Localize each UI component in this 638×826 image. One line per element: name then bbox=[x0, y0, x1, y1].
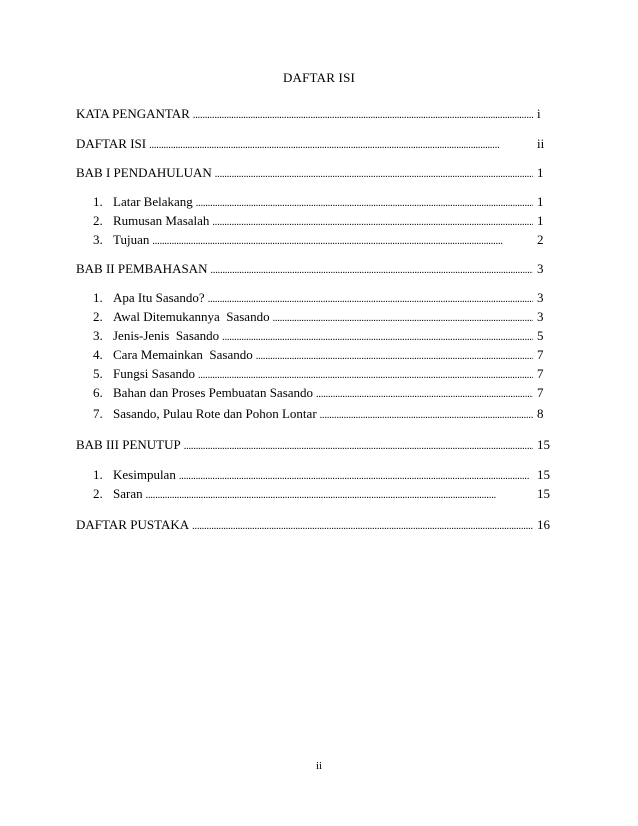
dot-leader bbox=[320, 408, 533, 424]
toc-entry-text: Apa Itu Sasando? bbox=[113, 290, 205, 305]
toc-entry-daftar-isi bbox=[76, 136, 551, 154]
toc-subentry bbox=[93, 290, 551, 308]
toc-item-number: 6. bbox=[93, 385, 103, 400]
toc-page-number: 7 bbox=[537, 366, 544, 381]
dot-leader bbox=[149, 138, 533, 154]
toc-entry-text: Fungsi Sasando bbox=[113, 366, 195, 381]
toc-page-number: ii bbox=[537, 136, 545, 151]
toc-page-number: 1 bbox=[537, 194, 544, 209]
dot-leader bbox=[215, 167, 533, 183]
toc-subentry bbox=[93, 467, 551, 485]
toc-page-number: 7 bbox=[537, 385, 544, 400]
toc-entry-text: Saran bbox=[113, 486, 143, 501]
toc-entry-bab-2 bbox=[76, 261, 551, 279]
toc-subentry bbox=[93, 486, 551, 504]
toc-page-number: 1 bbox=[537, 165, 544, 180]
dot-leader bbox=[222, 330, 533, 346]
dot-leader bbox=[179, 469, 533, 485]
toc-entry-bab-1 bbox=[76, 165, 551, 183]
toc-entry-text: Cara Memainkan Sasando bbox=[113, 347, 253, 362]
toc-subentry bbox=[93, 406, 551, 424]
toc-entry-text: Awal Ditemukannya Sasando bbox=[113, 309, 270, 324]
dot-leader bbox=[196, 196, 533, 212]
toc-subentry bbox=[93, 385, 551, 403]
toc-entry-bab-3 bbox=[76, 437, 551, 455]
toc-subentry bbox=[93, 309, 551, 327]
toc-subentry bbox=[93, 213, 551, 231]
toc-entry-text: DAFTAR PUSTAKA bbox=[76, 517, 190, 532]
toc-page-number: 16 bbox=[537, 517, 550, 532]
toc-item-number: 5. bbox=[93, 366, 103, 381]
toc-page-number: 7 bbox=[537, 347, 544, 362]
toc-page-number: 15 bbox=[537, 437, 550, 452]
toc-item-number: 1. bbox=[93, 290, 103, 305]
toc-entry-text: Sasando, Pulau Rote dan Pohon Lontar bbox=[113, 406, 317, 421]
toc-page-number: 15 bbox=[537, 467, 550, 482]
dot-leader bbox=[316, 387, 533, 403]
dot-leader bbox=[146, 488, 533, 504]
toc-item-number: 1. bbox=[93, 467, 103, 482]
toc-entry-text: Tujuan bbox=[113, 232, 150, 247]
toc-subentry bbox=[93, 347, 551, 365]
dot-leader bbox=[198, 368, 533, 384]
dot-leader bbox=[184, 439, 533, 455]
toc-item-number: 7. bbox=[93, 406, 103, 421]
toc-page-number: 5 bbox=[537, 328, 544, 343]
toc-subentry bbox=[93, 232, 551, 250]
dot-leader bbox=[210, 263, 533, 279]
toc-entry-kata-pengantar bbox=[76, 106, 551, 124]
dot-leader bbox=[212, 215, 533, 231]
dot-leader bbox=[152, 234, 533, 250]
toc-item-number: 3. bbox=[93, 328, 103, 343]
dot-leader bbox=[192, 519, 533, 535]
toc-item-number: 2. bbox=[93, 309, 103, 324]
dot-leader bbox=[208, 292, 533, 308]
toc-item-number: 3. bbox=[93, 232, 103, 247]
page-title: DAFTAR ISI bbox=[282, 70, 356, 85]
page-number-footer: ii bbox=[315, 760, 323, 772]
toc-item-number: 4. bbox=[93, 347, 103, 362]
toc-item-number: 2. bbox=[93, 486, 103, 501]
toc-entry-daftar-pustaka bbox=[76, 517, 551, 535]
toc-entry-text: BAB I PENDAHULUAN bbox=[76, 165, 212, 180]
toc-page-number: 8 bbox=[537, 406, 544, 421]
toc-page-number: 15 bbox=[537, 486, 550, 501]
toc-entry-text: Rumusan Masalah bbox=[113, 213, 210, 228]
dot-leader bbox=[273, 311, 533, 327]
toc-subentry bbox=[93, 366, 551, 384]
toc-item-number: 1. bbox=[93, 194, 103, 209]
toc-entry-text: BAB II PEMBAHASAN bbox=[76, 261, 208, 276]
toc-page-number: 2 bbox=[537, 232, 544, 247]
toc-entry-text: BAB III PENUTUP bbox=[76, 437, 181, 452]
toc-entry-text: KATA PENGANTAR bbox=[76, 106, 190, 121]
toc-page-number: 3 bbox=[537, 309, 544, 324]
toc-item-number: 2. bbox=[93, 213, 103, 228]
toc-entry-text: Jenis-Jenis Sasando bbox=[113, 328, 220, 343]
toc-page-number: 3 bbox=[537, 261, 544, 276]
dot-leader bbox=[256, 349, 533, 365]
toc-entry-text: DAFTAR ISI bbox=[76, 136, 147, 151]
toc-entry-text: Latar Belakang bbox=[113, 194, 193, 209]
toc-subentry bbox=[93, 328, 551, 346]
toc-page-number: 3 bbox=[537, 290, 544, 305]
dot-leader bbox=[193, 108, 533, 124]
toc-entry-text: Bahan dan Proses Pembuatan Sasando bbox=[113, 385, 314, 400]
toc-page-number: 1 bbox=[537, 213, 544, 228]
toc-page-number: i bbox=[537, 106, 541, 121]
toc-subentry bbox=[93, 194, 551, 212]
toc-entry-text: Kesimpulan bbox=[113, 467, 176, 482]
